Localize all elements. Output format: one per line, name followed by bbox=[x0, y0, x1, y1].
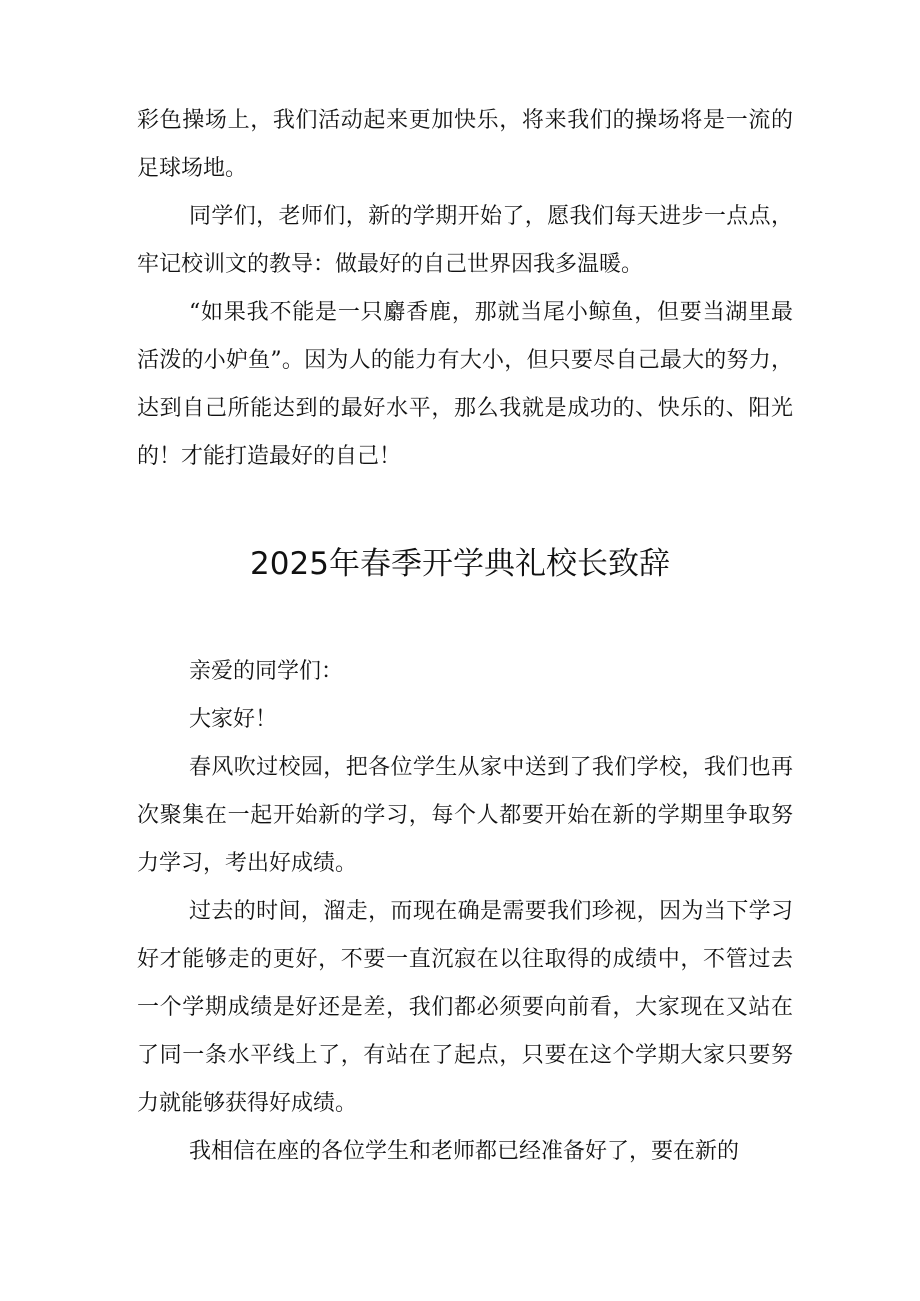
paragraph: 我相信在座的各位学生和老师都已经准备好了，要在新的 bbox=[189, 1139, 740, 1164]
paragraph: 春风吹过校园，把各位学生从家中送到了我们学校，我们也再次聚集在一起开始新的学习，每个人都要开始在新的学期里争取努力学习，考出好成绩。 bbox=[137, 755, 793, 876]
top-text-section bbox=[137, 97, 793, 481]
document-title: 2025年春季开学典礼校长致辞 bbox=[250, 546, 670, 582]
paragraph: “如果我不能是一只麝香鹿，那就当尾小鲸鱼，但要当湖里最活泼的小妒鱼”。因为人的能力有大小，但只要尽自己最大的努力，达到自己所能达到的最好水平，那么我就是成功的、快乐的、阳光的！才能打造最好的自己！ bbox=[137, 300, 793, 469]
greeting: 大家好！ bbox=[189, 707, 278, 732]
paragraph: 同学们，老师们，新的学期开始了，愿我们每天进步一点点，牢记校训文的教导：做最好的自己世界因我多温暖。 bbox=[137, 204, 793, 277]
paragraph: 过去的时间，溜走，而现在确是需要我们珍视，因为当下学习好才能够走的更好，不要一直沉寂在以往取得的成绩中，不管过去一个学期成绩是好还是差，我们都必须要向前看，大家现在又站在了同一条水平线上了，有站在了起点，只要在这个学期大家只要努力就能够获得好成绩。 bbox=[137, 899, 793, 1116]
speech-body bbox=[137, 648, 793, 1176]
paragraph: 彩色操场上，我们活动起来更加快乐，将来我们的操场将是一流的足球场地。 bbox=[137, 108, 793, 181]
salutation: 亲爱的同学们： bbox=[189, 659, 344, 684]
